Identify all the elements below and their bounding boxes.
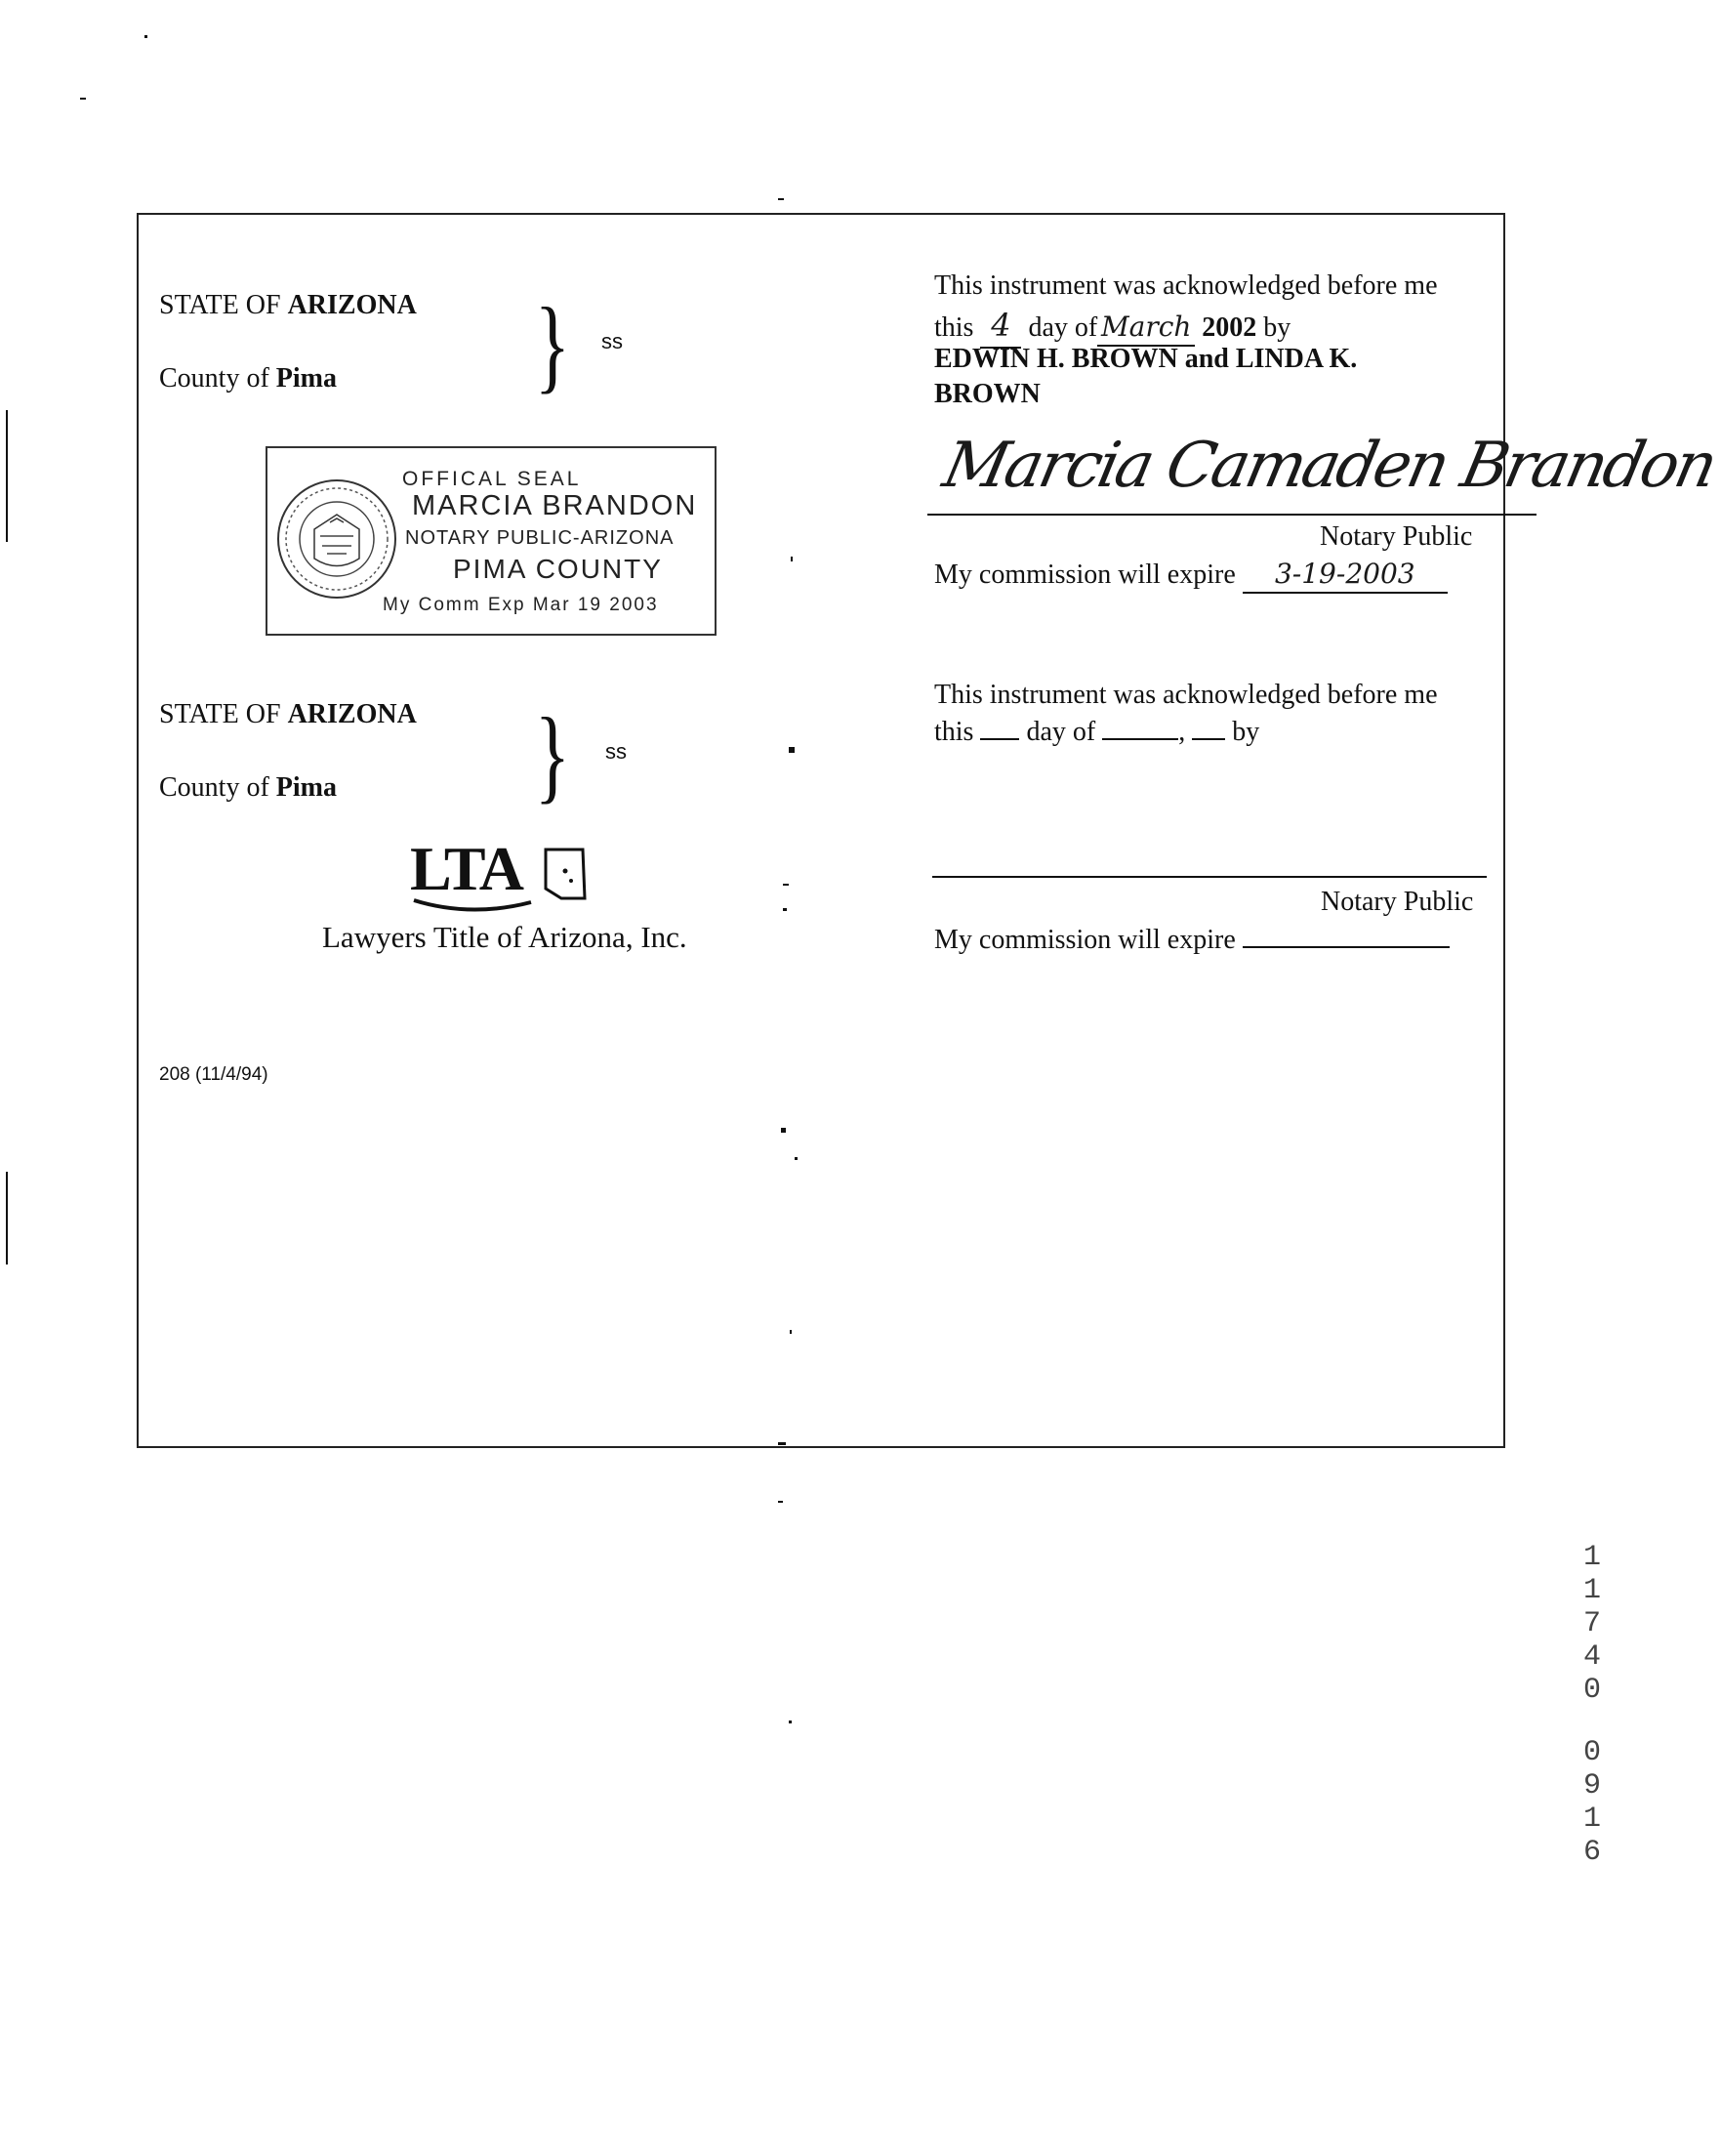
state-prefix: STATE OF [159,699,288,729]
scan-artifact [783,884,789,886]
scan-artifact [791,557,793,561]
margin-digit: 6 [1582,1836,1601,1869]
margin-digit: 0 [1582,1674,1601,1707]
state-seal-icon [273,476,400,602]
scan-artifact [80,98,86,100]
ss-label-1: ss [601,329,623,353]
day-blank [980,738,1019,740]
county-name: Pima [275,363,337,394]
county-line-1 [159,361,337,396]
by-label: by [1263,312,1291,343]
margin-digit: 1 [1582,1803,1601,1836]
day-value: 4 [980,306,1021,349]
margin-digit: 1 [1582,1541,1601,1574]
this-word: this [934,312,974,343]
signature-line-2 [932,876,1487,878]
margin-digit: 1 [1582,1574,1601,1607]
by-label: by [1232,717,1260,747]
brace-2: } [534,697,571,813]
day-of-label: day of [1026,717,1096,747]
scan-artifact [783,908,787,911]
brace-1: } [534,287,571,403]
scan-artifact [789,747,795,753]
notary-signature [927,422,1721,519]
commission-label: My commission will expire [934,925,1236,955]
scan-artifact [144,35,147,38]
commission-line-1 [934,557,1448,594]
arizona-map-icon [542,846,589,902]
month-blank [1102,738,1178,740]
year-blank [1192,738,1225,740]
scan-artifact [6,410,8,542]
county-prefix: County of [159,363,276,394]
signature-line [927,514,1537,516]
county-name: Pima [275,772,337,803]
commission-date: 3-19-2003 [1243,557,1448,594]
year-value: 2002 [1202,312,1257,343]
seal-line-2: MARCIA BRANDON [412,490,698,521]
state-name: ARIZONA [287,290,417,320]
logo-swoosh-icon [412,896,534,916]
signature-text: Marcia Camaden Brandon [937,430,1721,502]
ss-label-2: ss [605,739,627,764]
scan-artifact [781,1128,786,1133]
scan-artifact [789,1721,792,1723]
seal-line-4: PIMA COUNTY [453,554,663,584]
commission-line-2 [934,923,1450,958]
notary-public-label-2: Notary Public [1321,887,1474,917]
scan-artifact [778,1501,783,1503]
margin-digit: 4 [1582,1640,1601,1674]
logo-mark: LTA [410,834,522,903]
commission-label: My commission will expire [934,560,1236,590]
scan-artifact [790,1330,792,1334]
ack1-line1: This instrument was acknowledged before me [934,270,1438,301]
scan-artifact [778,198,784,200]
scan-artifact [778,1442,786,1445]
county-prefix: County of [159,772,276,803]
commission-blank [1243,946,1450,948]
state-line-2 [159,697,417,732]
margin-digit: 0 [1582,1736,1601,1769]
seal-line-1: OFFICAL SEAL [402,468,582,490]
scan-artifact [795,1157,798,1160]
state-prefix: STATE OF [159,290,288,320]
seal-line-5: My Comm Exp Mar 19 2003 [383,595,659,615]
margin-digit: 9 [1582,1769,1601,1803]
state-line-1 [159,288,417,323]
form-number: 208 (11/4/94) [159,1064,268,1085]
month-value: March [1097,310,1195,347]
signer-names: EDWIN H. BROWN and LINDA K. BROWN [934,344,1358,410]
day-of-label: day of [1028,312,1098,343]
scan-artifact [6,1172,8,1265]
ack2-date-line: this day of , by [934,717,1260,747]
this-word: this [934,717,974,747]
seal-line-3: NOTARY PUBLIC-ARIZONA [405,527,675,549]
notary-seal-stamp [266,446,717,636]
logo-company-name: Lawyers Title of Arizona, Inc. [322,920,687,954]
ack2-line1: This instrument was acknowledged before me [934,680,1438,710]
county-line-2 [159,770,337,806]
notary-public-label-1: Notary Public [1320,521,1473,552]
margin-digit: 7 [1582,1607,1601,1640]
state-name: ARIZONA [287,699,417,729]
